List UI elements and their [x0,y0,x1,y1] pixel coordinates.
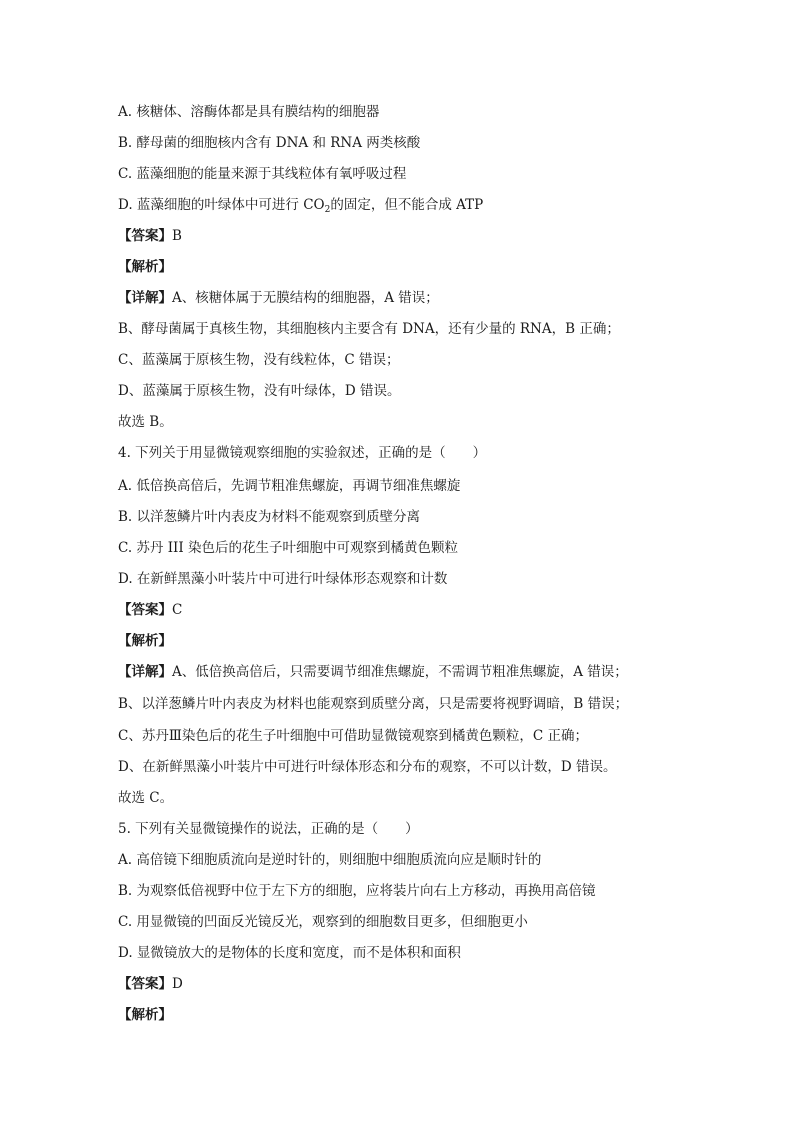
option-c-q5: C. 用显微镜的凹面反光镜反光，观察到的细胞数目更多，但细胞更小 [118,914,528,930]
explain-c-q4: C、苏丹Ⅲ染色后的花生子叶细胞中可借助显微镜观察到橘黄色颗粒，C 正确； [118,728,588,744]
analysis-heading-q5: 【解析】 [118,1007,172,1023]
explain-b-q3: B、酵母菌属于真核生物，其细胞核内主要含有 DNA，还有少量的 RNA，B 正确； [118,321,620,337]
option-b-q5: B. 为观察低倍视野中位于左下方的细胞，应将装片向右上方移动，再换用高倍镜 [118,883,596,899]
answer-q5: 【答案】D [118,976,183,992]
analysis-heading-q4: 【解析】 [118,633,172,649]
analysis-heading-q3: 【解析】 [118,259,172,275]
explain-d-q3: D、蓝藻属于原核生物，没有叶绿体，D 错误。 [118,383,401,399]
option-b-q4: B. 以洋葱鳞片叶内表皮为材料不能观察到质壁分离 [118,509,421,525]
conclusion-q3: 故选 B。 [118,414,173,430]
explain-a-q4: 【详解】A、低倍换高倍后，只需要调节细准焦螺旋，不需调节粗准焦螺旋，A 错误； [118,664,628,680]
conclusion-q4: 故选 C。 [118,790,174,806]
question-4: 4. 下列关于用显微镜观察细胞的实验叙述，正确的是（ ） [118,445,487,461]
answer-q4: 【答案】C [118,602,183,618]
explain-b-q4: B、以洋葱鳞片叶内表皮为材料也能观察到质壁分离，只是需要将视野调暗，B 错误； [118,696,629,712]
option-d-q3: D. 蓝藻细胞的叶绿体中可进行 $CO_2$的固定，但不能合成 ATP [118,197,484,215]
explain-c-q3: C、蓝藻属于原核生物，没有线粒体，C 错误； [118,352,400,368]
explain-a-q3: 【详解】A、核糖体属于无膜结构的细胞器，A 错误； [118,290,439,306]
option-a-q4: A. 低倍换高倍后，先调节粗准焦螺旋，再调节细准焦螺旋 [118,478,461,494]
option-c-q3: C. 蓝藻细胞的能量来源于其线粒体有氧呼吸过程 [118,166,407,182]
option-d-q4: D. 在新鲜黑藻小叶装片中可进行叶绿体形态观察和计数 [118,571,448,587]
explain-d-q4: D、在新鲜黑藻小叶装片中可进行叶绿体形态和分布的观察，不可以计数，D 错误。 [118,759,617,775]
option-d-q5: D. 显微镜放大的是物体的长度和宽度，而不是体积和面积 [118,945,461,961]
option-c-q4: C. 苏丹 III 染色后的花生子叶细胞中可观察到橘黄色颗粒 [118,540,459,556]
option-b-q3: B. 酵母菌的细胞核内含有 DNA 和 RNA 两类核酸 [118,135,421,151]
option-a-q5: A. 高倍镜下细胞质流向是逆时针的，则细胞中细胞质流向应是顺时针的 [118,852,542,868]
question-5: 5. 下列有关显微镜操作的说法，正确的是（ ） [118,821,419,837]
option-a-q3: A. 核糖体、溶酶体都是具有膜结构的细胞器 [118,104,380,120]
answer-q3: 【答案】B [118,228,182,244]
